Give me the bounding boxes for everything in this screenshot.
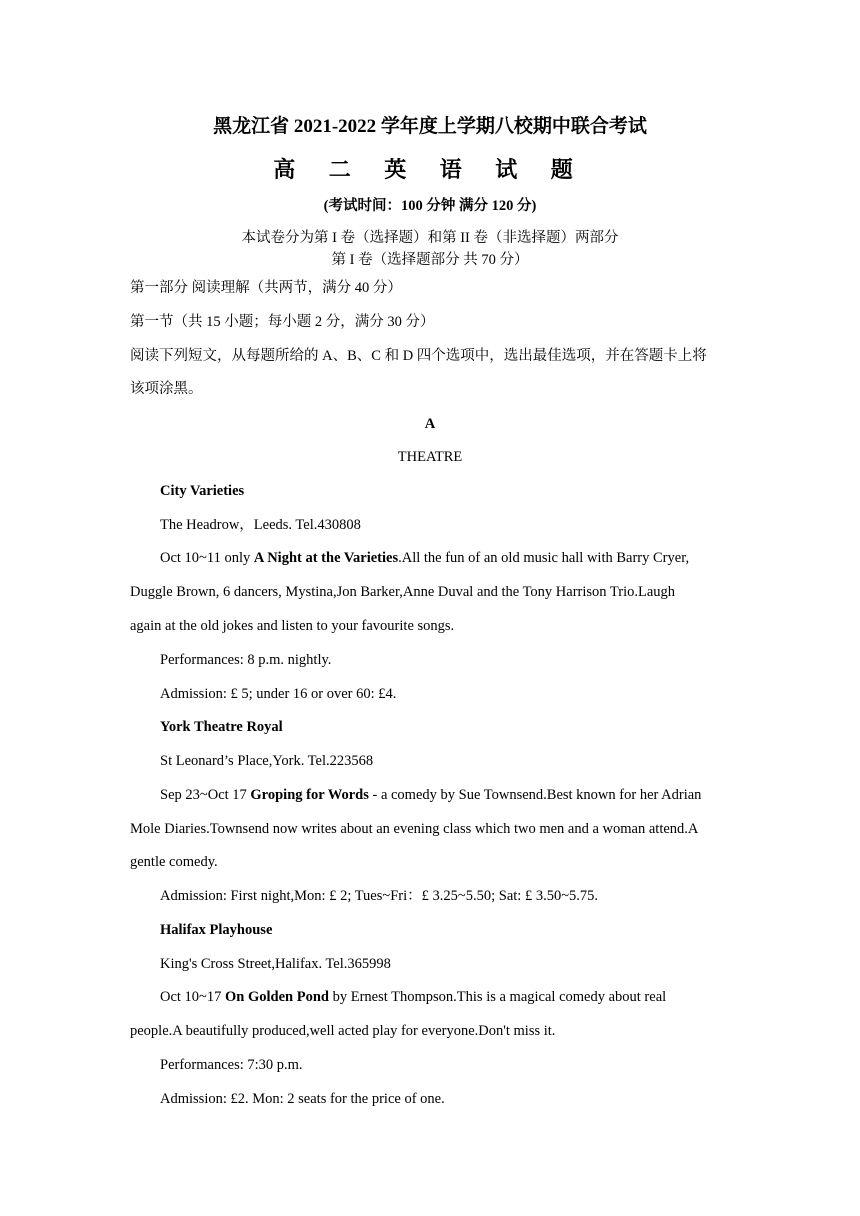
show-description: .All the fun of an old music hall with Barry Cryer, — [398, 550, 690, 566]
admission-info: Admission: £2. Mon: 2 seats for the price of one. — [160, 1091, 445, 1107]
show-description-cont: Duggle Brown, 6 dancers, Mystina,Jon Barker,Anne Duval and the Tony Harrison Trio.Laugh — [130, 584, 676, 600]
show-title: A Night at the Varieties — [253, 550, 399, 566]
show-description: by Ernest Thompson.This is a magical comedy about real — [328, 989, 667, 1005]
volume-one-heading: 第 I 卷（选择题部分 共 70 分） — [331, 252, 529, 268]
admission-info: Admission: First night,Mon: £ 2; Tues~Fri：£ 3.25~5.50; Sat: £ 3.50~5.75. — [160, 888, 599, 904]
show-date: Oct 10~11 only — [160, 550, 254, 566]
part-one-heading: 第一部分 阅读理解（共两节，满分 40 分） — [130, 280, 402, 296]
section-one-heading: 第一节（共 15 小题；每小题 2 分，满分 30 分） — [130, 314, 435, 330]
venue-name: York Theatre Royal — [160, 719, 283, 735]
directions-line-2: 该项涂黑。 — [130, 381, 203, 397]
performances-info: Performances: 7:30 p.m. — [160, 1057, 303, 1073]
venue-address: King's Cross Street,Halifax. Tel.365998 — [160, 956, 391, 972]
exam-time: (考试时间：100 分钟 满分 120 分) — [323, 198, 537, 214]
show-date: Sep 23~Oct 17 — [160, 787, 251, 803]
venue-description — [160, 785, 701, 805]
venue-description — [160, 987, 666, 1007]
venue-name: City Varieties — [160, 483, 245, 499]
venue-address: The Headrow，Leeds. Tel.430808 — [160, 517, 361, 533]
venue-address: St Leonard’s Place,York. Tel.223568 — [160, 753, 374, 769]
show-description-cont: Mole Diaries.Townsend now writes about an evening class which two men and a woman attend.A — [130, 821, 699, 837]
show-title: Groping for Words — [250, 787, 369, 803]
directions-line-1: 阅读下列短文，从每题所给的 A、B、C 和 D 四个选项中，选出最佳选项，并在答题卡上将 — [130, 348, 707, 364]
passage-label: A — [424, 416, 436, 432]
show-date: Oct 10~17 — [160, 989, 226, 1005]
show-description-cont: again at the old jokes and listen to your favourite songs. — [130, 618, 455, 634]
show-description-cont: gentle comedy. — [130, 854, 218, 870]
show-description: - a comedy by Sue Townsend.Best known for her Adrian — [368, 787, 702, 803]
exam-title: 黑龙江省 2021-2022 学年度上学期八校期中联合考试 — [213, 116, 647, 137]
admission-info: Admission: £ 5; under 16 or over 60: £4. — [160, 686, 397, 702]
show-description-cont: people.A beautifully produced,well acted play for everyone.Don't miss it. — [130, 1023, 556, 1039]
subject-title: 高 二 英 语 试 题 — [273, 157, 587, 182]
venue-description — [160, 548, 689, 568]
show-title: On Golden Pond — [225, 989, 329, 1005]
performances-info: Performances: 8 p.m. nightly. — [160, 652, 332, 668]
passage-heading: THEATRE — [397, 449, 463, 465]
venue-name: Halifax Playhouse — [160, 922, 273, 938]
paper-structure: 本试卷分为第 I 卷（选择题）和第 II 卷（非选择题）两部分 — [241, 230, 619, 246]
